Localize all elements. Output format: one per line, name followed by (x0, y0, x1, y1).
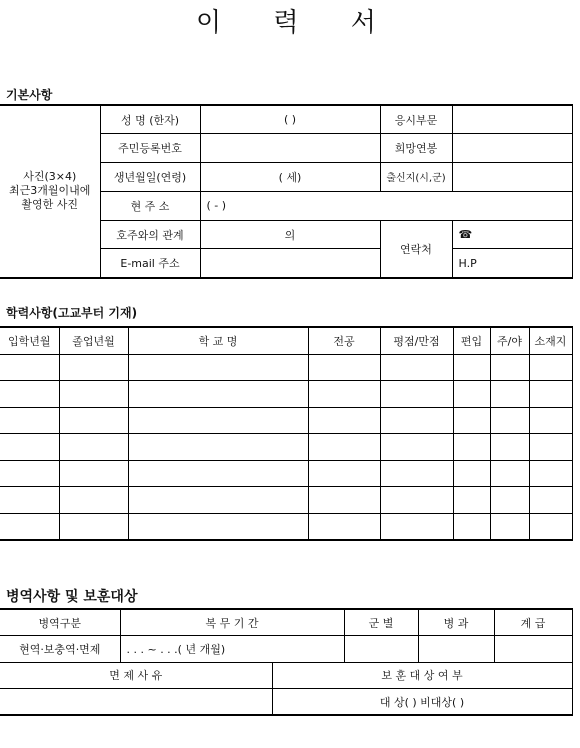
rank-field[interactable] (494, 636, 572, 663)
col-major: 전공 (308, 327, 380, 354)
col-class: 병 과 (418, 609, 494, 636)
exempt-reason-label: 면 제 사 유 (0, 662, 272, 689)
branch-field[interactable] (344, 636, 418, 663)
col-school-name: 학 교 명 (128, 327, 308, 354)
col-day-night: 주/야 (490, 327, 529, 354)
hp-label: H.P (458, 256, 477, 270)
class-field[interactable] (418, 636, 494, 663)
apply-dept-label: 응시부문 (380, 105, 452, 134)
phone-icon: ☎ (458, 228, 473, 242)
table-row (0, 487, 572, 514)
photo-cell[interactable] (0, 105, 100, 278)
service-period-field[interactable]: . . . ~ . . .( 년 개월) (120, 636, 344, 663)
basic-info-table (0, 104, 573, 279)
education-table (0, 326, 573, 541)
col-service-period: 복 무 기 간 (120, 609, 344, 636)
basic-section-title: 기본사항 (6, 88, 53, 102)
salary-label: 희망연봉 (380, 134, 452, 163)
rrn-field[interactable] (200, 134, 380, 163)
hp-field[interactable] (452, 249, 572, 278)
col-branch: 군 별 (344, 609, 418, 636)
table-row (0, 381, 572, 408)
email-label: E-mail 주소 (100, 249, 200, 278)
relation-label: 호주와의 관계 (100, 220, 200, 249)
name-label: 성 명 (한자) (100, 105, 200, 134)
table-row (0, 354, 572, 381)
rrn-label: 주민등록번호 (100, 134, 200, 163)
veteran-label: 보 훈 대 상 여 부 (272, 662, 572, 689)
table-row (0, 434, 572, 461)
origin-label: 출신지(시,군) (380, 163, 452, 192)
table-row (0, 407, 572, 434)
military-type-field[interactable]: 현역·보충역·면제 (0, 636, 120, 663)
salary-field[interactable] (452, 134, 572, 163)
col-transfer: 편입 (453, 327, 490, 354)
page-title: 이 력 서 (196, 8, 398, 38)
address-field[interactable]: ( - ) (200, 191, 572, 220)
address-label: 현 주 소 (100, 191, 200, 220)
table-row (0, 460, 572, 487)
col-location: 소재지 (529, 327, 572, 354)
education-section-title: 학력사항(고교부터 기재) (6, 306, 138, 320)
exempt-reason-field[interactable] (0, 689, 272, 716)
military-table (0, 608, 573, 716)
birth-field[interactable]: ( 세) (200, 163, 380, 192)
veteran-field[interactable]: 대 상( ) 비대상( ) (272, 689, 572, 716)
email-field[interactable] (200, 249, 380, 278)
origin-field[interactable] (452, 163, 572, 192)
birth-label: 생년월일(연령) (100, 163, 200, 192)
military-section-title: 병역사항 및 보훈대상 (6, 589, 138, 605)
table-row (0, 514, 572, 541)
apply-dept-field[interactable] (452, 105, 572, 134)
photo-label: 사진(3×4) 최근3개월이내에 촬영한 사진 (9, 170, 91, 212)
col-grad-date: 졸업년월 (59, 327, 128, 354)
col-rank: 계 급 (494, 609, 572, 636)
name-field[interactable]: ( ) (200, 105, 380, 134)
relation-field[interactable]: 의 (200, 220, 380, 249)
col-military-type: 병역구분 (0, 609, 120, 636)
contact-label: 연락처 (380, 220, 452, 278)
col-gpa: 평점/만점 (380, 327, 453, 354)
col-enter-date: 입학년월 (0, 327, 59, 354)
phone-field[interactable] (452, 220, 572, 249)
